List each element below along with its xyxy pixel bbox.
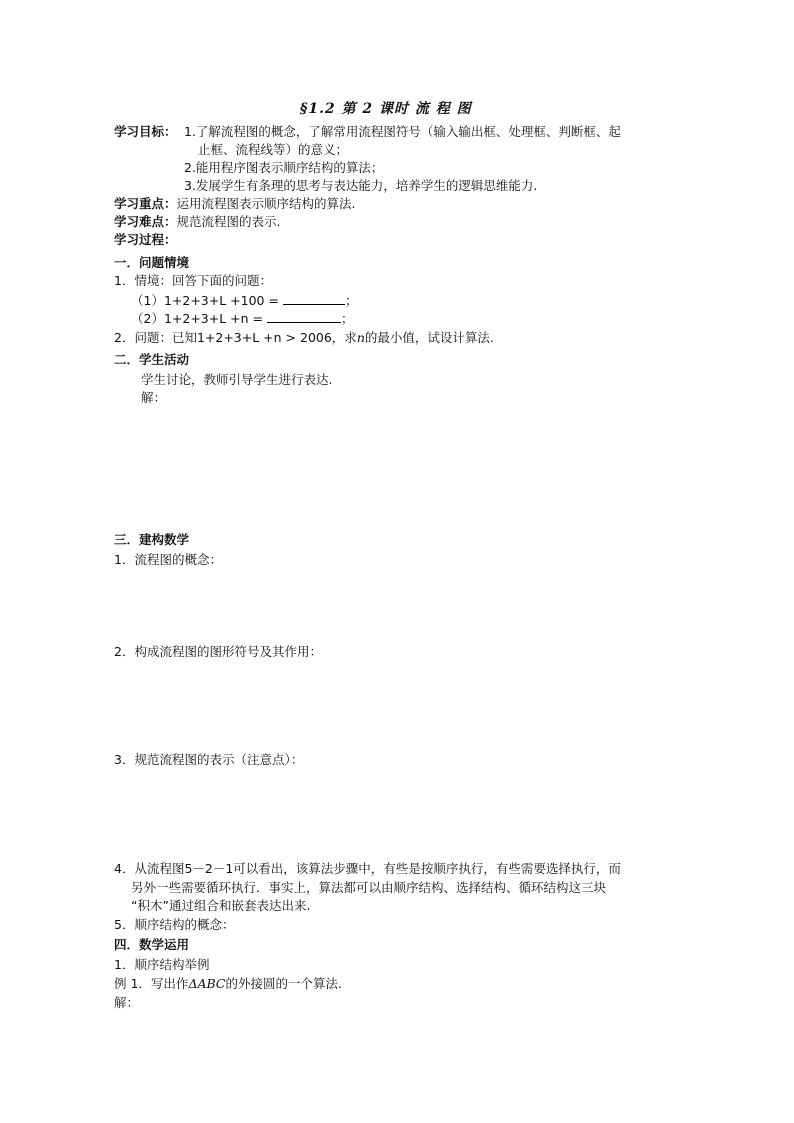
objective-3: 3.发展学生有条理的思考与表达能力，培养学生的逻辑思维能力. — [184, 178, 538, 193]
section4-heading: 四．数学运用 — [114, 937, 190, 952]
q1-2-answer-blank[interactable] — [267, 310, 341, 323]
objective-1b: 止框、流程线等）的意义； — [198, 142, 349, 157]
objective-2: 2.能用程序图表示顺序结构的算法； — [184, 160, 384, 175]
q1-2-expr: （2）1+2+3+L +n = — [131, 311, 264, 326]
section4-example1 — [114, 976, 342, 992]
section1-heading: 一．问题情境 — [114, 255, 190, 270]
q1-1-semicolon: ； — [344, 293, 358, 308]
key-point — [114, 196, 356, 212]
q1-2-semicolon: ； — [341, 311, 354, 326]
key-point-text: 运用流程图表示顺序结构的算法. — [176, 196, 356, 211]
section2-line1: 学生讨论，教师引导学生进行表达. — [141, 372, 333, 387]
page-title: §1.2 第 2 课时 流 程 图 — [300, 101, 472, 117]
section3-heading: 三．建构数学 — [114, 532, 190, 547]
objective-1a: 1.了解流程图的概念，了解常用流程图符号（输入输出框、处理框、判断框、起 — [184, 124, 621, 139]
section1-q1-2 — [131, 310, 354, 327]
section3-item3: 3．规范流程图的表示（注意点）： — [114, 752, 304, 767]
process-label: 学习过程： — [114, 232, 177, 247]
q2-variable: n — [356, 330, 365, 345]
difficulty-label: 学习难点： — [114, 214, 177, 229]
section4-sub1: 1．顺序结构举例 — [114, 957, 210, 972]
section3-item2: 2．构成流程图的图形符号及其作用： — [114, 644, 322, 659]
section1-q1-1 — [131, 292, 357, 309]
section2-line2: 解： — [141, 390, 167, 405]
q1-1-expr: （1）1+2+3+L +100 = — [131, 293, 279, 308]
section4-answer: 解： — [114, 995, 140, 1010]
q2-part-a: 2．问题：已知1+2+3+L +n > 2006，求 — [114, 330, 357, 345]
difficulty-text: 规范流程图的表示. — [176, 214, 281, 229]
objectives-label: 学习目标： — [114, 124, 177, 139]
q2-part-b: 的最小值，试设计算法. — [364, 330, 494, 345]
section2-heading: 二．学生活动 — [114, 352, 190, 367]
example1-part-a: 例 1．写出作 — [114, 976, 189, 991]
section3-item1: 1．流程图的概念： — [114, 552, 222, 567]
example1-part-b: 的外接圆的一个算法. — [225, 976, 342, 991]
section3-item4c: “积木”通过组合和嵌套表达出来. — [131, 898, 311, 913]
section3-item4a: 4．从流程图5－2－1可以看出，该算法步骤中，有些是按顺序执行，有些需要选择执行，而 — [114, 861, 621, 876]
key-point-label: 学习重点： — [114, 196, 177, 211]
q1-1-answer-blank[interactable] — [283, 292, 345, 305]
section3-item5: 5．顺序结构的概念： — [114, 917, 235, 932]
section1-q1: 1．情境：回答下面的问题： — [114, 273, 272, 288]
section1-q2 — [114, 330, 494, 346]
difficulty — [114, 214, 281, 230]
section3-item4b: 另外一些需要循环执行．事实上，算法都可以由顺序结构、选择结构、循环结构这三块 — [131, 880, 607, 895]
example1-triangle: ΔABC — [188, 976, 226, 991]
